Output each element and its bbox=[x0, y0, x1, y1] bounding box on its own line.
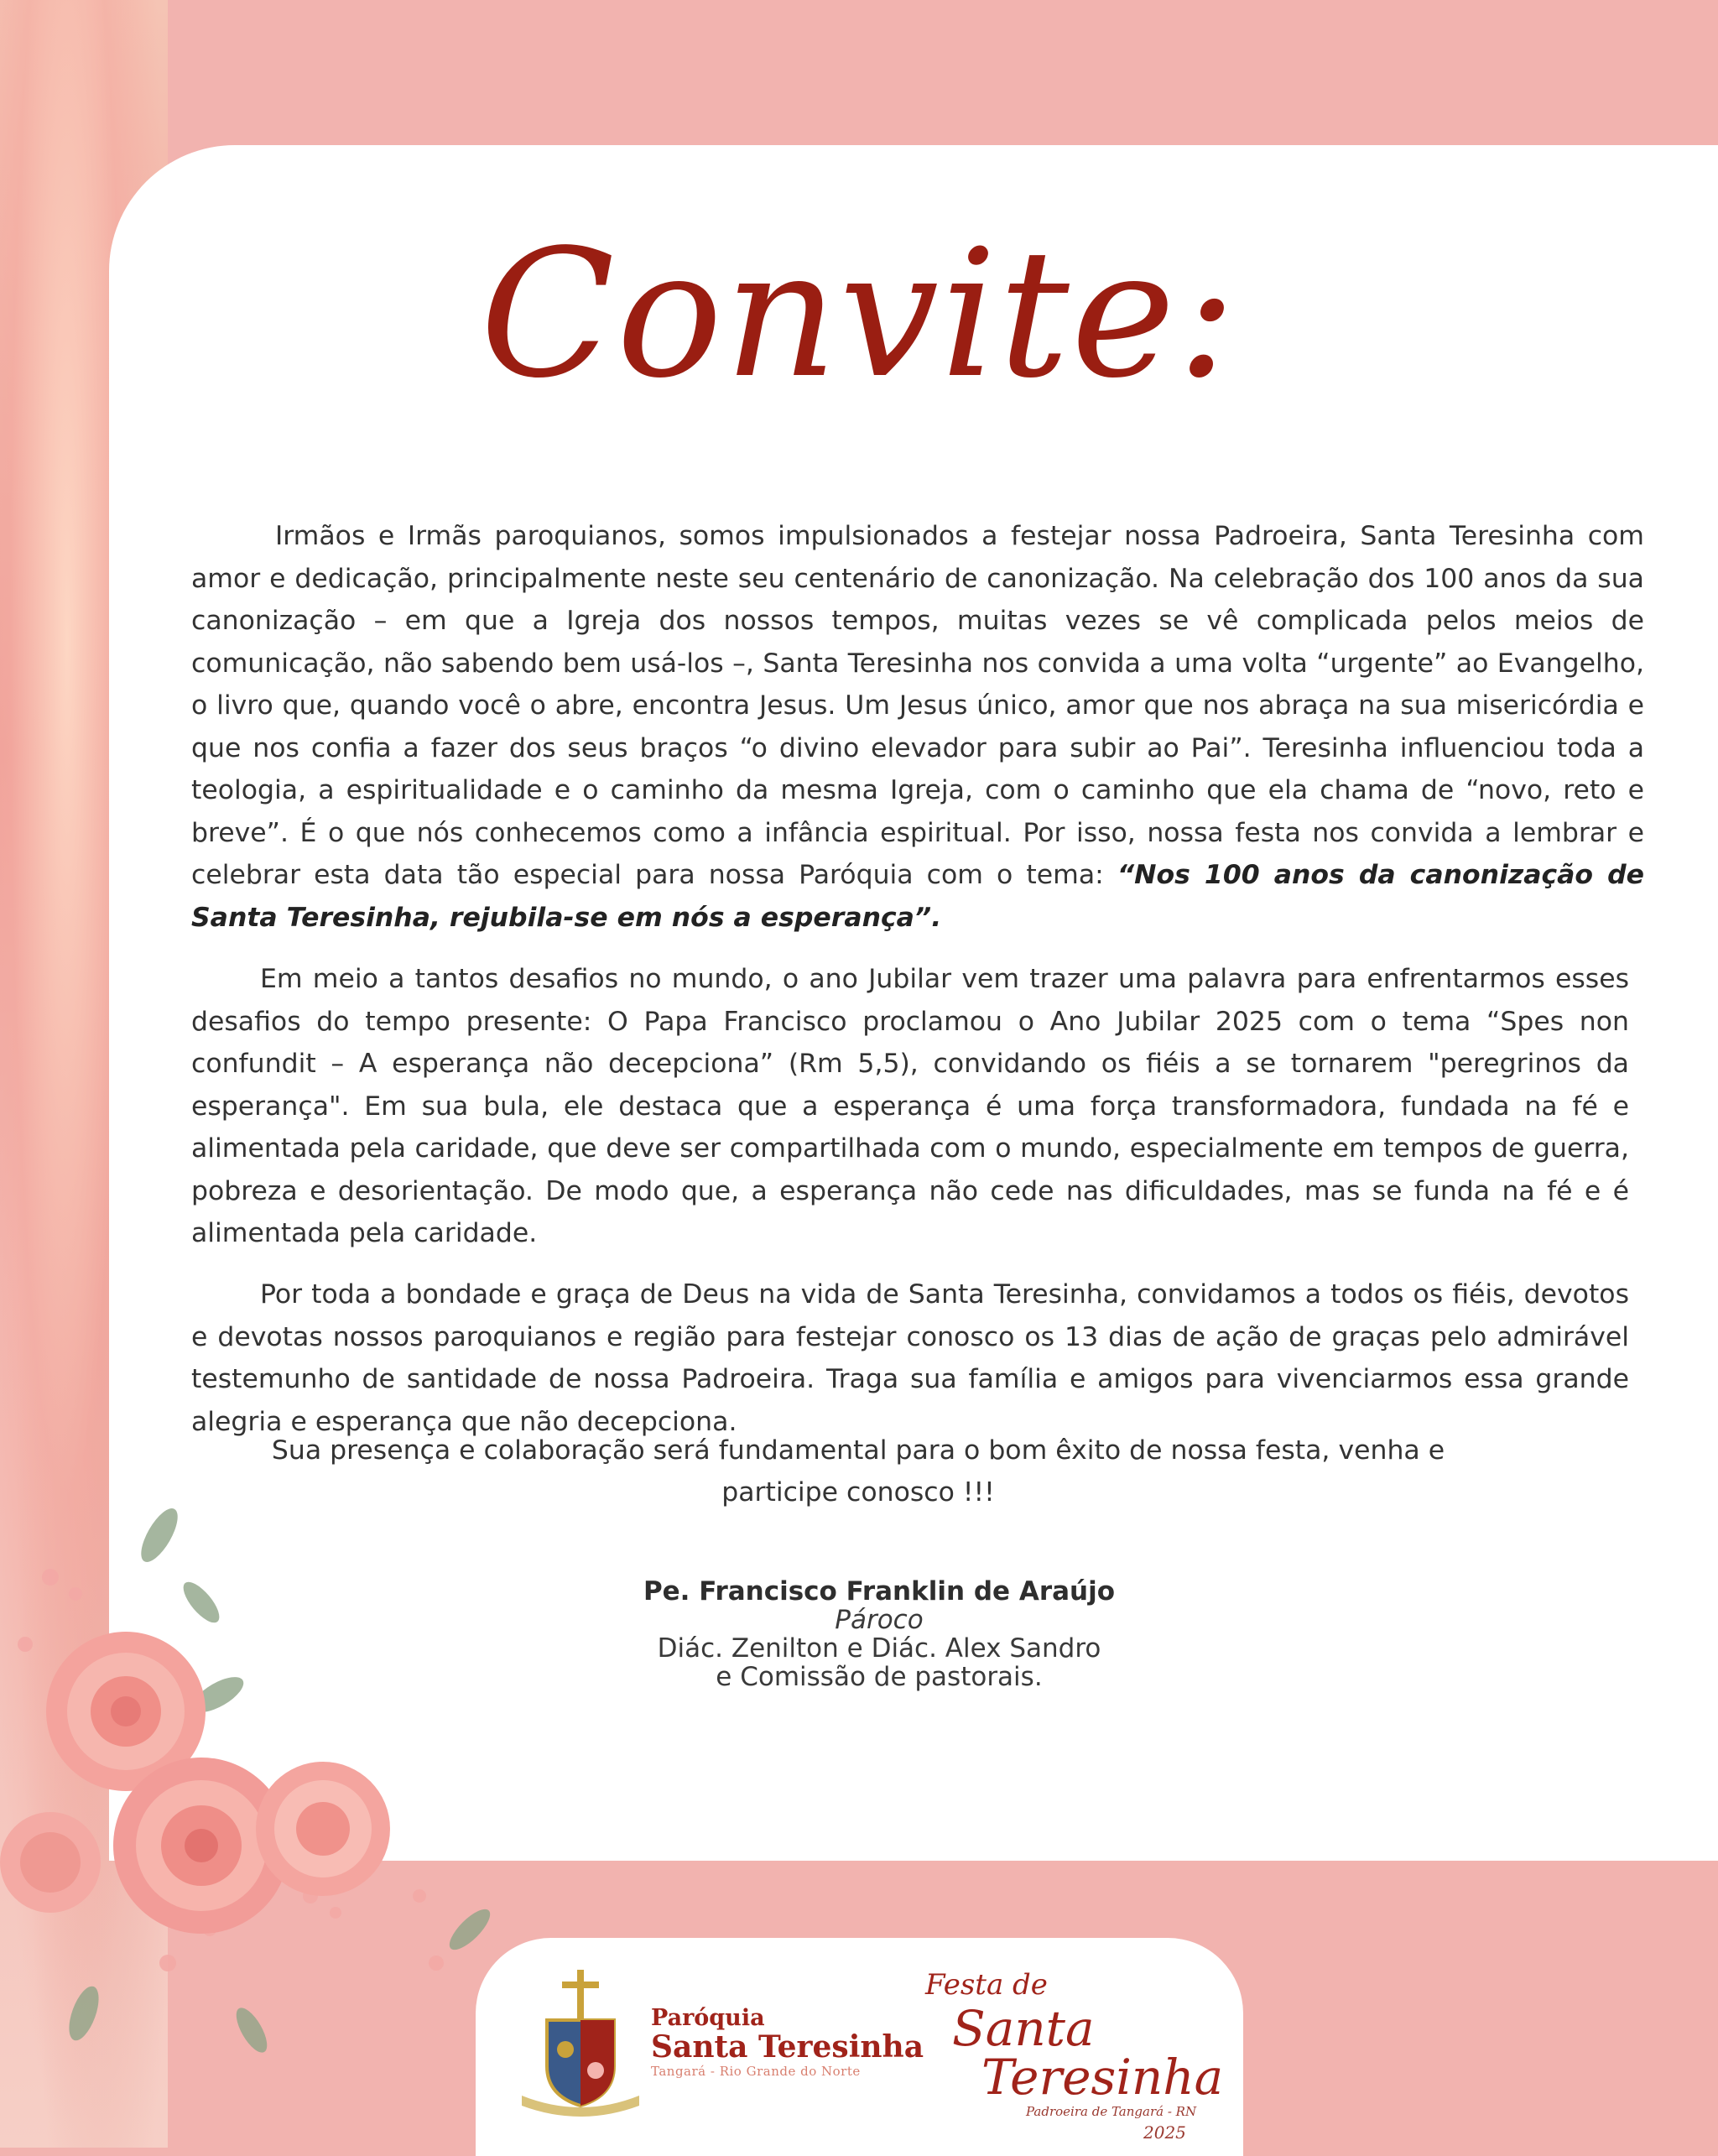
signature-commission: e Comissão de pastorais. bbox=[716, 1662, 1043, 1692]
festa-year: 2025 bbox=[1143, 2122, 1186, 2143]
festa-logo bbox=[919, 1968, 1224, 2143]
parish-name-line-1: Paróquia bbox=[651, 2005, 765, 2031]
festa-line-1: Festa de bbox=[925, 1968, 1048, 2002]
festa-line-3: Teresinha bbox=[981, 2049, 1224, 2106]
parish-coat-of-arms-icon bbox=[513, 1970, 648, 2121]
parish-location: Tangará - Rio Grande do Norte bbox=[651, 2064, 861, 2079]
signature-role: Pároco bbox=[835, 1605, 924, 1635]
paragraph-2 bbox=[191, 958, 1629, 1255]
festa-line-2: Santa bbox=[952, 2000, 1095, 2057]
signature-name: Pe. Francisco Franklin de Araújo bbox=[643, 1576, 1116, 1607]
parish-name bbox=[651, 2007, 924, 2079]
paragraph-2-text: Em meio a tantos desafios no mundo, o ano Jubilar vem trazer uma palavra para enfrentarmos esses desafios do tempo presente: O Papa Francisco proclamou o Ano Jubilar 2025 com o tema “Spes non confundit – A esperança não decepciona” (Rm 5,5), convidando os fiéis a se tornarem "peregrinos da esperança". Em sua bula, ele destaca que a esperança é uma força transformadora, fundada na fé e alimentada pela caridade, que deve ser compartilhada com o mundo, especialmente em tempos de guerra, pobreza e desorientação. De modo que, a esperança não cede nas dificuldades, mas se funda na fé e é alimentada pela caridade. bbox=[191, 964, 1629, 1248]
festa-subtitle: Padroeira de Tangará - RN bbox=[1026, 2104, 1197, 2119]
paragraph-3-text: Por toda a bondade e graça de Deus na vida de Santa Teresinha, convidamos a todos os fiéis, devotos e devotas nossos paroquianos e região para festejar conosco os 13 dias de ação de graças pelo admirável testemunho de santidade de nossa Padroeira. Traga sua família e amigos para vivenciarmos essa grande alegria e esperança que não decepciona. bbox=[191, 1279, 1629, 1437]
paragraph-1 bbox=[191, 515, 1644, 939]
closing-line-1: Sua presença e colaboração será fundamental para o bom êxito de nossa festa, venha e bbox=[271, 1435, 1445, 1466]
page-title: Convite: bbox=[480, 211, 1238, 417]
signature-deacons: Diác. Zenilton e Diác. Alex Sandro bbox=[657, 1633, 1101, 1664]
paragraph-1-text: Irmãos e Irmãs paroquianos, somos impulsionados a festejar nossa Padroeira, Santa Teresinha com amor e dedicação, principalmente neste seu centenário de canonização. Na celebração dos 100 anos da sua canonização – em que a Igreja dos nossos tempos, muitas vezes se vê complicada pelos meios de comunicação, não sabendo bem usá-los –, Santa Teresinha nos convida a uma volta “urgente” ao Evangelho, o livro que, quando você o abre, encontra Jesus. Um Jesus único, amor que nos abraça na sua misericórdia e que nos confia a fazer dos seus braços “o divino elevador para subir ao Pai”. Teresinha influenciou toda a teologia, a espiritualidade e o caminho da mesma Igreja, com o caminho que ela chama de “novo, reto e breve”. É o que nós conhecemos como a infância espiritual. Por isso, nossa festa nos convida a lembrar e celebrar esta data tão especial para nossa Paróquia com o tema: bbox=[191, 521, 1644, 890]
closing-line-2: participe conosco !!! bbox=[721, 1477, 995, 1508]
paragraph-3 bbox=[191, 1273, 1629, 1443]
festival-theme: “Nos 100 anos da canonização de Santa Teresinha, rejubila-se em nós a esperança”. bbox=[191, 860, 1645, 933]
parish-name-line-2: Santa Teresinha bbox=[651, 2029, 924, 2065]
